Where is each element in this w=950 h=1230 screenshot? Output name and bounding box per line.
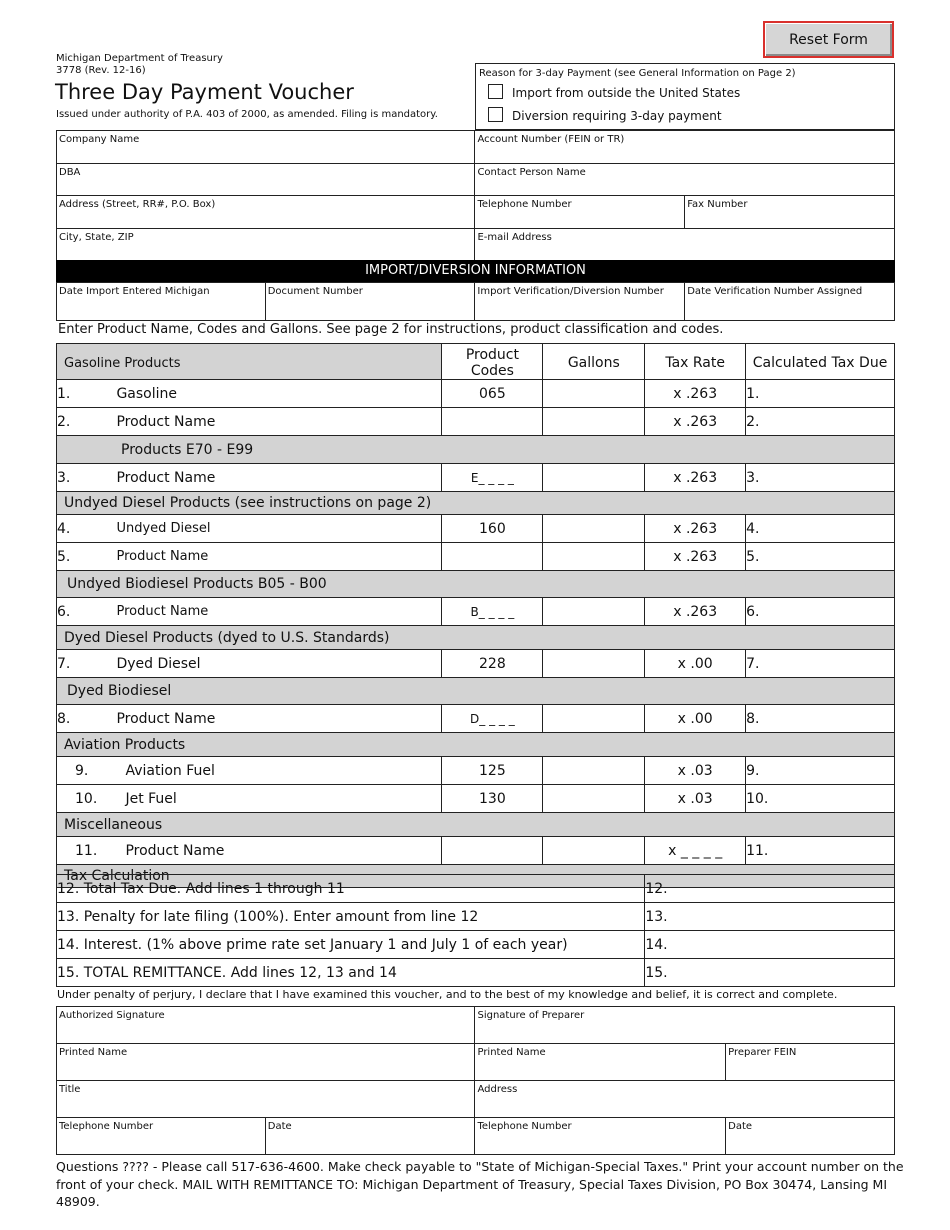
- section-e70: Products E70 - E99: [57, 436, 895, 464]
- tax-rate: x .00: [645, 650, 746, 678]
- product-name[interactable]: Gasoline: [116, 380, 441, 408]
- telephone-label: Telephone Number: [477, 199, 572, 210]
- diversion-checkbox[interactable]: [488, 107, 503, 122]
- calculated-due[interactable]: 4.: [746, 515, 895, 543]
- product-name[interactable]: Product Name: [116, 408, 441, 436]
- tax-rate: x .263: [645, 543, 746, 571]
- tax-rate: x .263: [645, 464, 746, 492]
- calculated-due[interactable]: 3.: [746, 464, 895, 492]
- gallons-input[interactable]: [543, 380, 645, 408]
- row-number: 6.: [57, 598, 117, 626]
- telephone-number-field[interactable]: [57, 1118, 266, 1155]
- row-number: 9.: [57, 757, 117, 785]
- city-label: City, State, ZIP: [59, 231, 134, 243]
- authority-text: Issued under authority of P.A. 403 of 2000, as amended. Filing is mandatory.: [56, 109, 438, 120]
- preparer-date-field[interactable]: [726, 1118, 895, 1155]
- product-code[interactable]: 065: [442, 380, 543, 408]
- row-number: 11.: [57, 837, 117, 865]
- tax-line-amount[interactable]: 13.: [645, 903, 895, 931]
- section-gasoline: Gasoline Products: [57, 344, 442, 380]
- product-row: [57, 837, 895, 865]
- reason-label: Reason for 3-day Payment (see General Information on Page 2): [479, 68, 796, 79]
- preparer-fein-field[interactable]: [726, 1044, 895, 1081]
- preparer-printed-name-field[interactable]: [475, 1044, 726, 1081]
- tax-rate: x .263: [645, 408, 746, 436]
- address-field[interactable]: [57, 196, 475, 229]
- calculated-due[interactable]: 6.: [746, 598, 895, 626]
- telephone-field[interactable]: [475, 196, 685, 229]
- product-code[interactable]: 125: [442, 757, 543, 785]
- product-code[interactable]: D_ _ _ _: [442, 705, 543, 733]
- gallons-input[interactable]: [543, 598, 645, 626]
- form-number: 3778 (Rev. 12-16): [56, 65, 146, 76]
- product-code[interactable]: 160: [442, 515, 543, 543]
- section-miscellaneous: Miscellaneous: [57, 813, 895, 837]
- date-label: Date: [267, 1121, 292, 1132]
- preparer-signature-field[interactable]: [475, 1007, 895, 1044]
- product-row: [57, 705, 895, 733]
- diversion-label: Diversion requiring 3-day payment: [512, 109, 722, 123]
- product-row: [57, 464, 895, 492]
- fax-field[interactable]: [685, 196, 895, 229]
- tax-rate: x .00: [645, 705, 746, 733]
- preparer-fein-label: Preparer FEIN: [728, 1047, 797, 1058]
- date-assigned-field[interactable]: [685, 283, 895, 321]
- product-name[interactable]: Product Name: [116, 598, 441, 626]
- tax-rate: x .263: [645, 380, 746, 408]
- product-row: [57, 408, 895, 436]
- gallons-input[interactable]: [543, 757, 645, 785]
- verification-number-label: Import Verification/Diversion Number: [477, 286, 664, 297]
- product-name[interactable]: Dyed Diesel: [116, 650, 441, 678]
- address-label: Address (Street, RR#, P.O. Box): [59, 199, 216, 210]
- account-number-field[interactable]: [475, 131, 895, 164]
- row-number: 4.: [57, 515, 117, 543]
- gallons-input[interactable]: [543, 515, 645, 543]
- department-name: Michigan Department of Treasury: [56, 53, 223, 64]
- document-number-field[interactable]: [265, 283, 475, 321]
- preparer-date-label: Date: [728, 1121, 753, 1132]
- gallons-input[interactable]: [543, 408, 645, 436]
- product-row: [57, 650, 895, 678]
- title-field[interactable]: [57, 1081, 475, 1118]
- col-calculated-due: Calculated Tax Due: [746, 344, 895, 380]
- product-code[interactable]: [442, 837, 543, 865]
- date-assigned-label: Date Verification Number Assigned: [687, 286, 863, 297]
- gallons-input[interactable]: [543, 464, 645, 492]
- tax-rate: x .03: [645, 785, 746, 813]
- product-code[interactable]: 130: [442, 785, 543, 813]
- section-dyed-biodiesel: Dyed Biodiesel: [57, 678, 895, 705]
- document-number-label: Document Number: [267, 286, 363, 297]
- email-label: E-mail Address: [477, 231, 552, 243]
- import-section-header: IMPORT/DIVERSION INFORMATION: [56, 260, 895, 282]
- product-name[interactable]: Undyed Diesel: [116, 515, 441, 543]
- form-title: Three Day Payment Voucher: [55, 80, 354, 104]
- tax-line-label: 15. TOTAL REMITTANCE. Add lines 12, 13 and 14: [57, 959, 645, 987]
- calculated-due[interactable]: 5.: [746, 543, 895, 571]
- gallons-input[interactable]: [543, 785, 645, 813]
- fax-label: Fax Number: [687, 199, 748, 210]
- product-name[interactable]: Aviation Fuel: [116, 757, 441, 785]
- account-number-label: Account Number (FEIN or TR): [477, 134, 625, 145]
- section-undyed-biodiesel: Undyed Biodiesel Products B05 - B00: [57, 571, 895, 598]
- col-product-codes: Product Codes: [442, 344, 543, 380]
- city-field[interactable]: [57, 228, 475, 261]
- tax-rate: x .263: [645, 598, 746, 626]
- product-row: [57, 785, 895, 813]
- product-row: [57, 515, 895, 543]
- footer-instructions: Questions ???? - Please call 517-636-4600. Make check payable to "State of Michigan-Special Taxes." Print your account number on the front of your check. MAIL WITH REMITTANCE TO: Michigan Department of Treasury, Special Taxes Division, PO Box 30474, Lansing MI 48909.: [56, 1159, 904, 1209]
- tax-line-amount[interactable]: 12.: [645, 875, 895, 903]
- product-code[interactable]: E_ _ _ _: [442, 464, 543, 492]
- dba-label: DBA: [59, 166, 81, 178]
- tax-line-label: 12. Total Tax Due. Add lines 1 through 11: [57, 875, 645, 903]
- authorized-signature-label: Authorized Signature: [59, 1010, 165, 1021]
- gallons-input[interactable]: [543, 543, 645, 571]
- tax-line-amount[interactable]: 15.: [645, 959, 895, 987]
- import-info-table: [56, 282, 895, 321]
- company-info-table: [56, 130, 895, 261]
- authorized-signature-field[interactable]: [57, 1007, 475, 1044]
- row-number: 5.: [57, 543, 117, 571]
- date-import-field[interactable]: [57, 283, 266, 321]
- company-name-label: Company Name: [59, 134, 140, 145]
- row-number: 1.: [57, 380, 117, 408]
- product-row: [57, 380, 895, 408]
- gallons-input[interactable]: [543, 705, 645, 733]
- signature-table: [56, 1006, 895, 1155]
- preparer-telephone-field[interactable]: [475, 1118, 726, 1155]
- product-name[interactable]: Jet Fuel: [116, 785, 441, 813]
- preparer-printed-name-label: Printed Name: [477, 1047, 546, 1058]
- tax-rate: x _ _ _ _: [645, 837, 746, 865]
- product-name[interactable]: Product Name: [116, 464, 441, 492]
- product-name[interactable]: Product Name: [116, 543, 441, 571]
- date-import-label: Date Import Entered Michigan: [59, 286, 210, 297]
- section-aviation: Aviation Products: [57, 733, 895, 757]
- section-undyed-diesel: Undyed Diesel Products (see instructions on page 2): [57, 492, 895, 515]
- printed-name-field[interactable]: [57, 1044, 475, 1081]
- row-number: 7.: [57, 650, 117, 678]
- calculated-due[interactable]: 7.: [746, 650, 895, 678]
- date-field[interactable]: [265, 1118, 475, 1155]
- col-gallons: Gallons: [543, 344, 645, 380]
- product-code[interactable]: 228: [442, 650, 543, 678]
- dba-field[interactable]: [57, 163, 475, 196]
- product-code[interactable]: [442, 408, 543, 436]
- section-dyed-diesel: Dyed Diesel Products (dyed to U.S. Standards): [57, 626, 895, 650]
- preparer-address-label: Address: [477, 1084, 518, 1095]
- row-number: 2.: [57, 408, 117, 436]
- calculated-due[interactable]: 8.: [746, 705, 895, 733]
- gallons-input[interactable]: [543, 650, 645, 678]
- product-name[interactable]: Product Name: [116, 705, 441, 733]
- reason-box: [475, 63, 895, 130]
- row-number: 3.: [57, 464, 117, 492]
- tax-line-label: 14. Interest. (1% above prime rate set January 1 and July 1 of each year): [57, 931, 645, 959]
- gallons-input[interactable]: [543, 837, 645, 865]
- calculated-due[interactable]: 1.: [746, 380, 895, 408]
- calculated-due[interactable]: 10.: [746, 785, 895, 813]
- verification-number-field[interactable]: [475, 283, 685, 321]
- product-name[interactable]: Product Name: [116, 837, 441, 865]
- email-field[interactable]: [475, 228, 895, 261]
- product-row: [57, 598, 895, 626]
- calculated-due[interactable]: 11.: [746, 837, 895, 865]
- preparer-signature-label: Signature of Preparer: [477, 1010, 585, 1021]
- printed-name-label: Printed Name: [59, 1047, 128, 1058]
- col-tax-rate: Tax Rate: [645, 344, 746, 380]
- row-number: 8.: [57, 705, 117, 733]
- product-row: [57, 543, 895, 571]
- title-label: Title: [59, 1084, 81, 1095]
- tax-line-amount[interactable]: 14.: [645, 931, 895, 959]
- perjury-statement: Under penalty of perjury, I declare that I have examined this voucher, and to the best of my knowledge and belief, it is correct and complete.: [57, 988, 838, 1001]
- contact-person-field[interactable]: [475, 163, 895, 196]
- telephone-number-label: Telephone Number: [59, 1121, 154, 1132]
- company-name-field[interactable]: [57, 131, 475, 164]
- product-row: [57, 757, 895, 785]
- import-outside-us-checkbox[interactable]: [488, 84, 503, 99]
- tax-line-label: 13. Penalty for late filing (100%). Enter amount from line 12: [57, 903, 645, 931]
- preparer-telephone-label: Telephone Number: [477, 1121, 572, 1132]
- reset-form-button[interactable]: Reset Form: [763, 21, 894, 58]
- calculated-due[interactable]: 2.: [746, 408, 895, 436]
- product-code[interactable]: [442, 543, 543, 571]
- products-table: [56, 343, 895, 888]
- tax-rate: x .263: [645, 515, 746, 543]
- section-tax-calculation: Tax Calculation: [57, 865, 895, 888]
- import-outside-us-label: Import from outside the United States: [512, 86, 741, 100]
- preparer-address-field[interactable]: [475, 1081, 895, 1118]
- product-code[interactable]: B_ _ _ _: [442, 598, 543, 626]
- contact-person-label: Contact Person Name: [477, 166, 586, 178]
- tax-calculation-table: [56, 874, 895, 987]
- product-instructions: Enter Product Name, Codes and Gallons. See page 2 for instructions, product classification and codes.: [58, 322, 724, 337]
- row-number: 10.: [57, 785, 117, 813]
- tax-rate: x .03: [645, 757, 746, 785]
- calculated-due[interactable]: 9.: [746, 757, 895, 785]
